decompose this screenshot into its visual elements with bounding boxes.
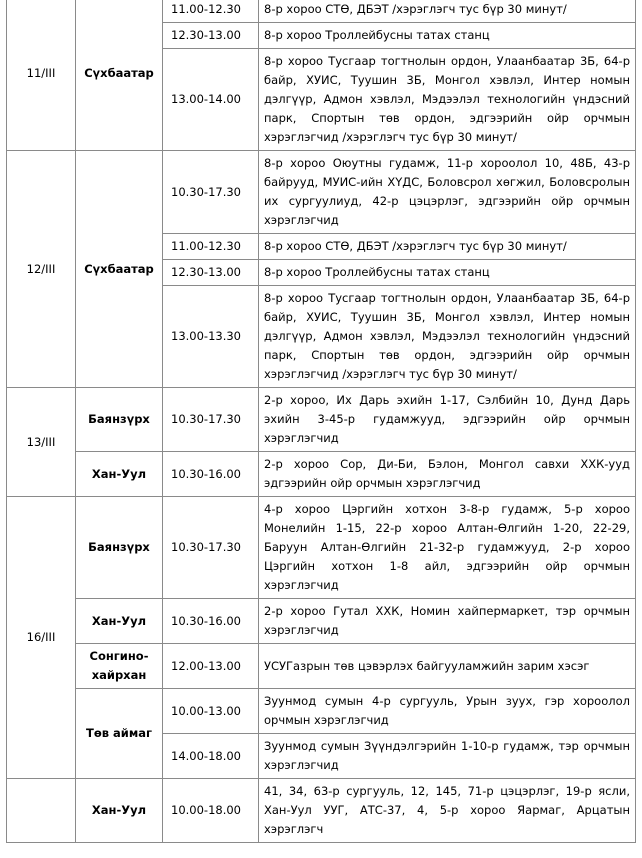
description-cell: 2-р хороо Гутал ХХК, Номин хайпермаркет, тэр орчмын хэрэглэгчид <box>259 599 636 644</box>
schedule-row <box>7 497 636 599</box>
description-cell: 8-р хороо СТӨ, ДБЭТ /хэрэглэгч тус бүр 30 минут/ <box>259 0 636 23</box>
schedule-row <box>7 644 636 689</box>
district-cell: Хан-Уул <box>76 779 163 843</box>
time-cell: 10.30-17.30 <box>163 388 259 452</box>
time-cell: 12.30-13.00 <box>163 23 259 49</box>
time-cell: 10.00-18.00 <box>163 779 259 843</box>
description-cell: 8-р хороо Троллейбусны татах станц <box>259 23 636 49</box>
district-cell: Хан-Уул <box>76 599 163 644</box>
description-cell: 8-р хороо Тусгаар тогтнолын ордон, Улаанбаатар 3Б, 64-р байр, ХУИС, Туушин 3Б, Монгол хэвлэл, Интер номын дэлгүүр, Адмон хэвлэл, Мэдээлэл технологийн үндэсний парк, Спортын төв ордон, эдгээрийн ойр орчмын хэрэглэгчид /хэрэглэгч тус бүр 30 минут/ <box>259 286 636 388</box>
schedule-row <box>7 689 636 734</box>
description-cell: 8-р хороо СТӨ, ДБЭТ /хэрэглэгч тус бүр 30 минут/ <box>259 234 636 260</box>
time-cell: 12.00-13.00 <box>163 644 259 689</box>
description-cell: 8-р хороо Троллейбусны татах станц <box>259 260 636 286</box>
district-cell: Сүхбаатар <box>76 151 163 388</box>
outage-schedule-table <box>6 0 636 843</box>
description-cell: 41, 34, 63-р сургууль, 12, 145, 71-р цэцэрлэг, 19-р ясли, Хан-Уул УУГ, АТС-37, 4, 5-р хороо Яармаг, Арцатын хэрэглэгч <box>259 779 636 843</box>
time-cell: 10.30-16.00 <box>163 452 259 497</box>
time-cell: 10.30-17.30 <box>163 497 259 599</box>
date-cell: 11/III <box>7 0 76 151</box>
district-cell: Төв аймаг <box>76 689 163 779</box>
district-cell: Баянзүрх <box>76 497 163 599</box>
time-cell: 10.30-17.30 <box>163 151 259 234</box>
time-cell: 13.00-13.30 <box>163 286 259 388</box>
date-cell: 12/III <box>7 151 76 388</box>
time-cell: 14.00-18.00 <box>163 734 259 779</box>
schedule-row <box>7 452 636 497</box>
district-cell: Хан-Уул <box>76 452 163 497</box>
time-cell: 11.00-12.30 <box>163 234 259 260</box>
schedule-row <box>7 151 636 234</box>
description-cell: 4-р хороо Цэргийн хотхон 3-8-р гудамж, 5-р хороо Монелийн 1-15, 22-р хороо Алтан-Өлгийн 1-20, 22-29, Баруун Алтан-Өлгийн 21-32-р гудамжууд, 2-р хороо Цэргийн хотхон 1-8 айл, эдгээрийн ойр орчмын хэрэглэгчид <box>259 497 636 599</box>
time-cell: 10.30-16.00 <box>163 599 259 644</box>
description-cell: Зуунмод сумын 4-р сургууль, Урын зуух, гэр хороолол орчмын хэрэглэгчид <box>259 689 636 734</box>
description-cell: 2-р хороо Сор, Ди-Би, Бэлон, Монгол савхи ХХК-ууд эдгээрийн ойр орчмын хэрэглэгчид <box>259 452 636 497</box>
schedule-row <box>7 0 636 23</box>
time-cell: 10.00-13.00 <box>163 689 259 734</box>
schedule-row <box>7 599 636 644</box>
description-cell: Зуунмод сумын Зүүндэлгэрийн 1-10-р гудамж, тэр орчмын хэрэглэгчид <box>259 734 636 779</box>
schedule-row <box>7 779 636 843</box>
schedule-row <box>7 388 636 452</box>
district-cell: Сонгино-хайрхан <box>76 644 163 689</box>
time-cell: 12.30-13.00 <box>163 260 259 286</box>
description-cell: 8-р хороо Оюутны гудамж, 11-р хороолол 10, 48Б, 43-р байрууд, МУИС-ийн ХҮДС, Боловсрол хөгжил, Боловсролын их сургуулиуд, 42-р цэцэрлэг, эдгээрийн ойр орчмын хэрэглэгчид <box>259 151 636 234</box>
date-cell: 16/III <box>7 497 76 779</box>
time-cell: 13.00-14.00 <box>163 49 259 151</box>
date-cell: 13/III <box>7 388 76 497</box>
description-cell: 2-р хороо, Их Дарь эхийн 1-17, Сэлбийн 10, Дунд Дарь эхийн 3-45-р гудамжууд, эдгээрийн ойр орчмын хэрэглэгчид <box>259 388 636 452</box>
description-cell: 8-р хороо Тусгаар тогтнолын ордон, Улаанбаатар 3Б, 64-р байр, ХУИС, Туушин 3Б, Монгол хэвлэл, Интер номын дэлгүүр, Адмон хэвлэл, Мэдээлэл технологийн үндэсний парк, Спортын төв ордон, эдгээрийн ойр орчмын хэрэглэгчид /хэрэглэгч тус бүр 30 минут/ <box>259 49 636 151</box>
district-cell: Сүхбаатар <box>76 0 163 151</box>
time-cell: 11.00-12.30 <box>163 0 259 23</box>
description-cell: УСУГазрын төв цэвэрлэх байгууламжийн зарим хэсэг <box>259 644 636 689</box>
date-cell <box>7 779 76 843</box>
district-cell: Баянзүрх <box>76 388 163 452</box>
